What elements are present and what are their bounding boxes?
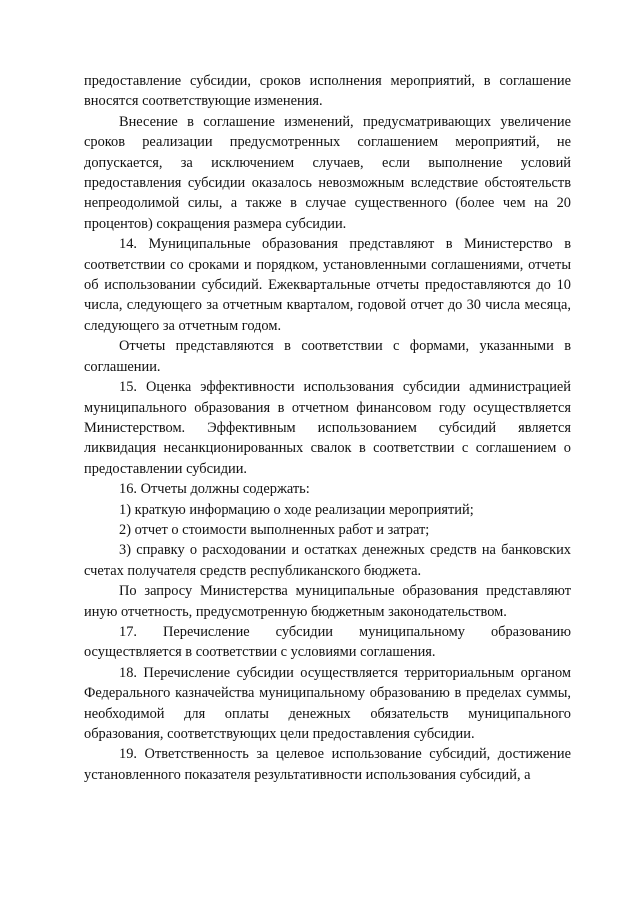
paragraph-12: 18. Перечисление субсидии осуществляется территориальным органом Федерального казначейства муниципальному образованию в пределах суммы, необходимой для оплаты денежных обязательств муниципального образования, соответствующих цели предоставления субсидии.: [84, 664, 571, 742]
paragraph-8: 2) отчет о стоимости выполненных работ и затрат;: [119, 521, 430, 538]
paragraph-2: Внесение в соглашение изменений, предусматривающих увеличение сроков реализации предусмотренных соглашением мероприятий, не допускается, за исключением случаев, если выполнение условий предоставления субсидии оказалось невозможным вследствие обстоятельств непреодолимой силы, а также в случае существенного (более чем на 20 процентов) сокращения размера субсидии.: [84, 113, 571, 232]
paragraph-13: 19. Ответственность за целевое использование субсидий, достижение установленного показателя результативности использования субсидий, а: [84, 746, 571, 783]
paragraph-3: 14. Муниципальные образования представляют в Министерство в соответствии со сроками и порядком, установленными соглашениями, отчеты об использовании субсидий. Ежеквартальные отчеты предоставляются до 10 числа, следующего за отчетным кварталом, годовой отчет до 30 числа месяца, следующего за отчетным годом.: [84, 236, 571, 334]
paragraph-6: 16. Отчеты должны содержать:: [119, 481, 310, 498]
paragraph-4: Отчеты представляются в соответствии с формами, указанными в соглашении.: [84, 338, 571, 375]
paragraph-5: 15. Оценка эффективности использования субсидии администрацией муниципального образования в отчетном финансовом году осуществляется Министерством. Эффективным использованием субсидий является ликвидация несанкционированных свалок в соответствии с соглашением о предоставлении субсидии.: [84, 379, 571, 477]
paragraph-7: 1) краткую информацию о ходе реализации мероприятий;: [119, 501, 474, 518]
document-page: [84, 71, 571, 785]
paragraph-10: По запросу Министерства муниципальные образования представляют иную отчетность, предусмотренную бюджетным законодательством.: [84, 583, 571, 620]
paragraph-11: 17. Перечисление субсидии муниципальному образованию осуществляется в соответствии с условиями соглашения.: [84, 623, 571, 661]
paragraph-1: предоставление субсидии, сроков исполнения мероприятий, в соглашение вносятся соответствующие изменения.: [84, 73, 571, 110]
paragraph-9: 3) справку о расходовании и остатках денежных средств на банковских счетах получателя средств республиканского бюджета.: [84, 542, 571, 579]
